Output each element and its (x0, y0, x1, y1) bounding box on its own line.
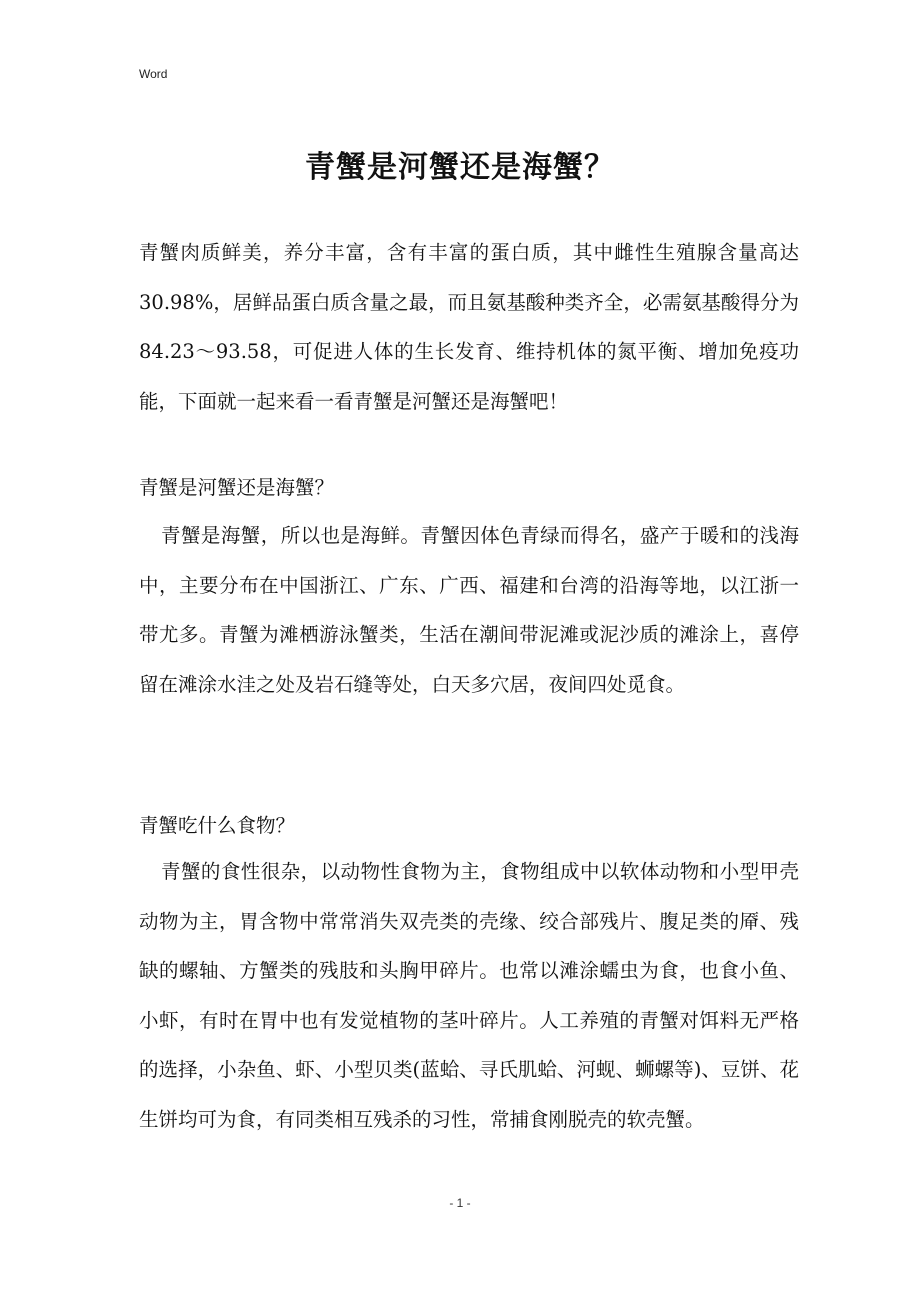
section-heading-2: 青蟹吃什么食物？ (139, 814, 296, 837)
intro-paragraph: 青蟹肉质鲜美，养分丰富，含有丰富的蛋白质，其中雌性生殖腺含量高达 30.98%，居鲜品蛋白质含量之最，而且氨基酸种类齐全，必需氨基酸得分为 84.23～93.58，可促进人体的生长发育、维持机体的氮平衡、增加免疫功能，下面就一起来看一看青蟹是河蟹还是海蟹吧！ (139, 241, 799, 413)
section-body-1: 青蟹是海蟹，所以也是海鲜。青蟹因体色青绿而得名，盛产于暖和的浅海中，主要分布在中国浙江、广东、广西、福建和台湾的沿海等地，以江浙一带尤多。青蟹为滩栖游泳蟹类，生活在潮间带泥滩或泥沙质的滩涂上，喜停留在滩涂水洼之处及岩石缝等处，白天多穴居，夜间四处觅食。 (139, 524, 799, 696)
section-body-2: 青蟹的食性很杂，以动物性食物为主，食物组成中以软体动物和小型甲壳动物为主，胃含物中常常消失双壳类的壳缘、绞合部残片、腹足类的厣、残缺的螺轴、方蟹类的残肢和头胸甲碎片。也常以滩涂蠕虫为食，也食小鱼、小虾，有时在胃中也有发觉植物的茎叶碎片。人工养殖的青蟹对饵料无严格的选择，小杂鱼、虾、小型贝类(蓝蛤、寻氏肌蛤、河蚬、蛳螺等)、豆饼、花生饼均可为食，有同类相互残杀的习性，常捕食刚脱壳的软壳蟹。 (139, 860, 799, 1131)
page-title: 青蟹是河蟹还是海蟹？ (305, 150, 615, 185)
section-heading-1: 青蟹是河蟹还是海蟹？ (139, 476, 335, 499)
header-label: Word (139, 67, 168, 81)
page-number: - 1 - (449, 1196, 471, 1210)
